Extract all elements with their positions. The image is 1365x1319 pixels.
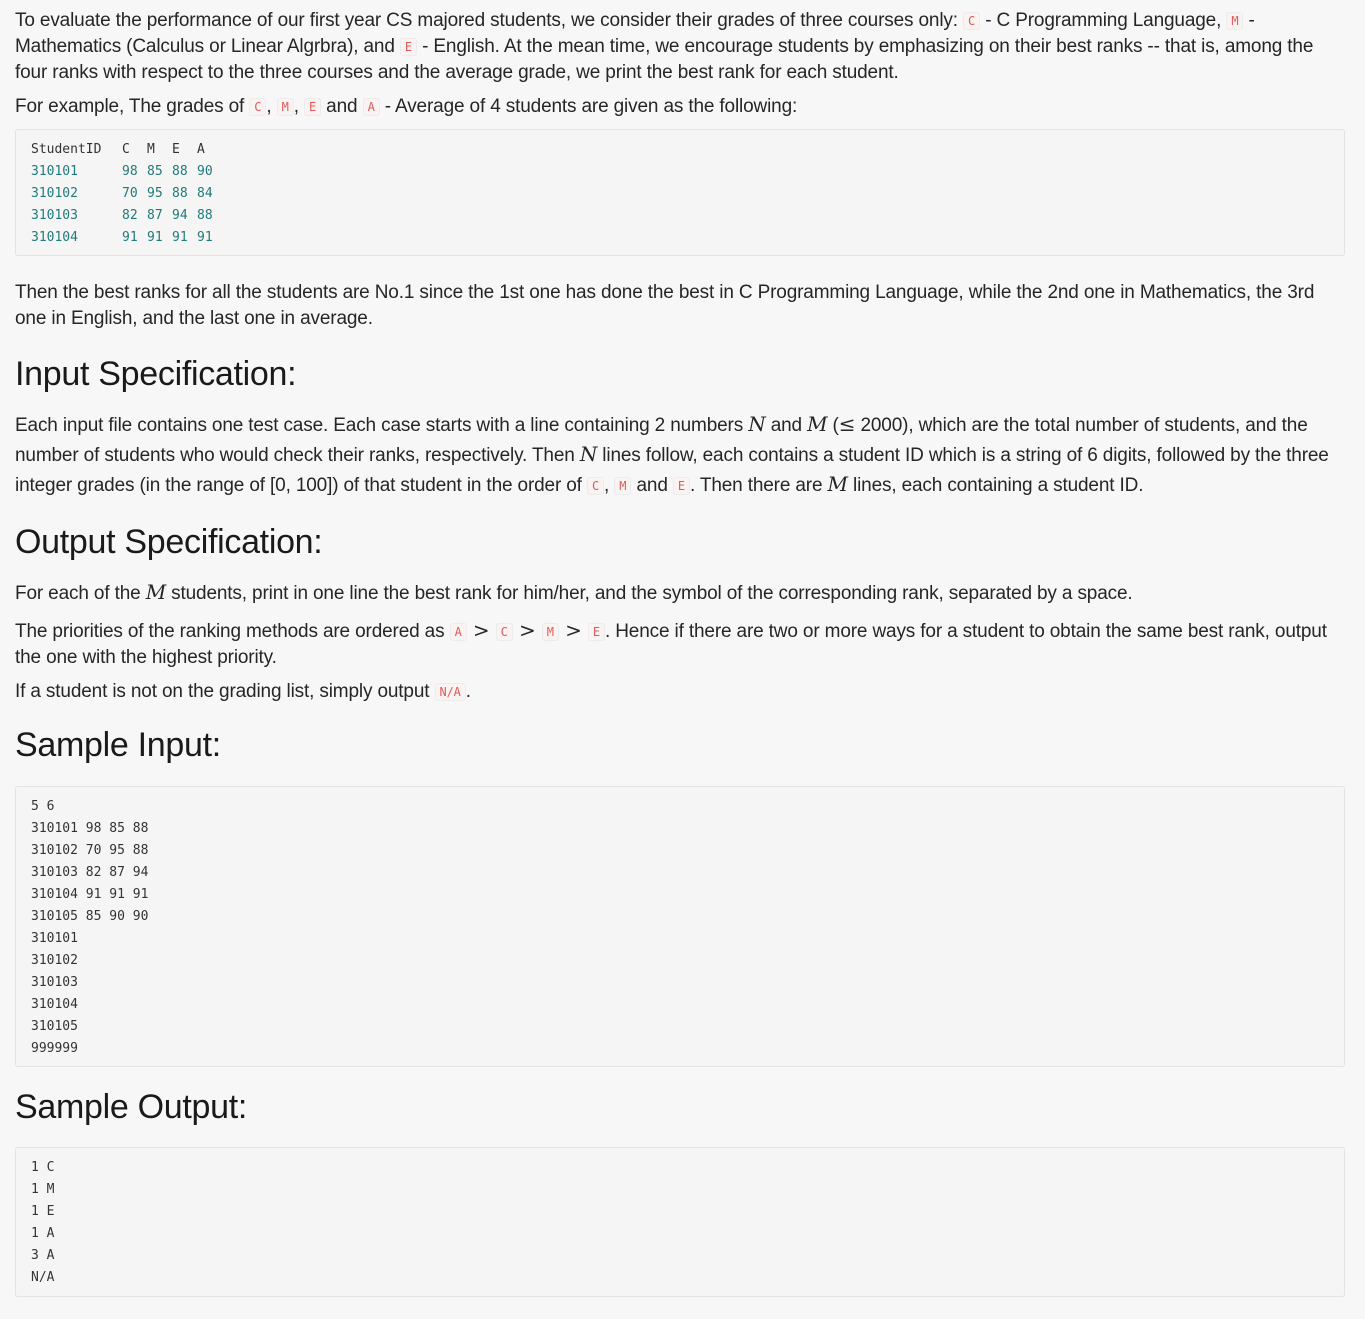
- inline-code-c: C: [963, 12, 980, 30]
- grades-table-header: StudentID C M E A: [31, 142, 205, 157]
- inline-code-na: N/A: [435, 683, 466, 701]
- intro-paragraph: To evaluate the performance of our first year CS majored students, we consider their grades of three courses only: C - C Programming Language, M - Mathematics (Calculus or Linear Algrbra), and E - English. At the mean time, we encourage students by emphasizing on their best ranks -- that is, among the four ranks with respect to the three courses and the average grade, we print the best rank for each student.: [15, 10, 1314, 83]
- inline-code-c: C: [496, 623, 513, 641]
- input-spec-heading: Input Specification:: [15, 355, 297, 393]
- table-row: 310102 70 95 88 84: [31, 186, 213, 201]
- output-spec-heading: Output Specification:: [15, 523, 323, 561]
- inline-code-m: M: [542, 623, 559, 641]
- inline-code-c: C: [587, 477, 604, 495]
- sample-output-block[interactable]: 1 C 1 M 1 E 1 A 3 A N/A: [15, 1147, 1345, 1297]
- output-spec-paragraph-2: The priorities of the ranking methods are ordered as A > C > M > E . Hence if there are two or more ways for a student to obtain the same best rank, output the one with the highest priority.: [15, 618, 1327, 668]
- explanation-paragraph: Then the best ranks for all the students are No.1 since the 1st one has done the best in C Programming Language, while the 2nd one in Mathematics, the 3rd one in English, and the last one in average.: [15, 282, 1315, 329]
- inline-code-m: M: [277, 98, 294, 116]
- inline-code-a: A: [363, 98, 380, 116]
- sample-output-heading: Sample Output:: [15, 1088, 248, 1126]
- table-row: 310101 98 85 88 90: [31, 164, 213, 179]
- sample-input-heading: Sample Input:: [15, 726, 221, 764]
- example-paragraph: For example, The grades of C , M , E and A - Average of 4 students are given as the following:: [15, 96, 798, 117]
- inline-code-e: E: [588, 623, 605, 641]
- inline-code-c: C: [249, 98, 266, 116]
- grades-table-block: [15, 129, 1345, 256]
- table-row: 310104 91 91 91 91: [31, 230, 213, 245]
- table-row: 310103 82 87 94 88: [31, 208, 213, 223]
- output-spec-paragraph-1: For each of the M students, print in one line the best rank for him/her, and the symbol of the corresponding rank, separated by a space.: [15, 580, 1133, 604]
- inline-code-e: E: [400, 38, 417, 56]
- inline-code-m: M: [614, 477, 631, 495]
- input-spec-paragraph: Each input file contains one test case. Each case starts with a line containing 2 numbers N and M (≤ 2000), which are the total number of students, and the number of students who would check their ranks, respectively. Then N lines follow, each contains a student ID which is a string of 6 digits, followed by the three integer grades (in the range of [0, 100]) of that student in the order of C , M and E . Then there are M lines, each containing a student ID.: [15, 412, 1329, 496]
- inline-code-a: A: [450, 623, 467, 641]
- inline-code-m: M: [1226, 12, 1243, 30]
- inline-code-e: E: [673, 477, 690, 495]
- inline-code-e: E: [304, 98, 321, 116]
- output-spec-paragraph-3: If a student is not on the grading list, simply output N/A .: [15, 681, 471, 702]
- sample-input-block[interactable]: 5 6 310101 98 85 88 310102 70 95 88 310103 82 87 94 310104 91 91 91 310105 85 90 90 310101 310102 310103 310104 310105 999999: [15, 786, 1345, 1067]
